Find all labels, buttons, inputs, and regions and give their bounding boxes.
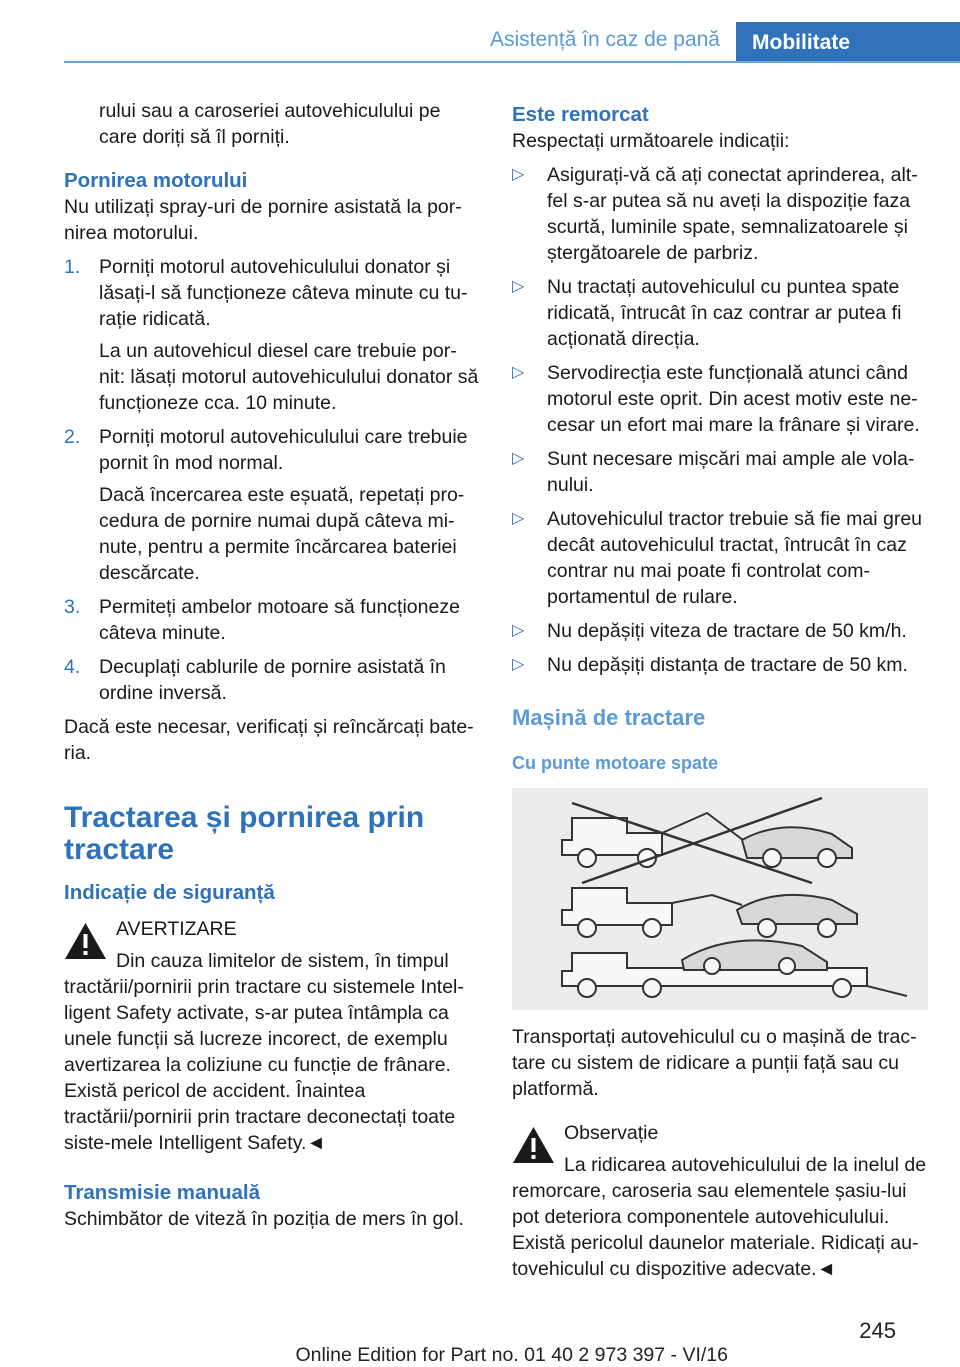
edition-line: Online Edition for Part no. 01 40 2 973 397 - VI/16 <box>295 1344 728 1366</box>
note-box <box>512 1120 928 1282</box>
towing-illustration <box>512 788 928 1010</box>
continued-text: rului sau a caroseriei autovehiculului pe care doriți să îl porniți. <box>99 100 441 148</box>
note-text: La ridicarea autovehiculului de la inelul de remorcare, caroseria sau elementele șasiu‐lui pot deteriora componentele autovehiculului. Există pericolul daunelor materiale. Ridicați au‐tovehiculul cu dispozitive adecvate.◄ <box>512 1154 927 1280</box>
warning-icon <box>64 922 107 960</box>
warning-box <box>64 916 480 1156</box>
left-column <box>64 98 480 1232</box>
bullet-triangle-icon: ▷ <box>512 278 525 295</box>
header-rule <box>64 61 960 63</box>
list-item <box>512 162 928 266</box>
list-item <box>512 652 928 678</box>
tow-trucks-drawing <box>512 788 928 1010</box>
manual-text: Schimbător de viteză în poziția de mers în gol. <box>64 1208 464 1230</box>
towed-bullets <box>512 162 928 678</box>
manual-heading: Transmisie manuală <box>64 1181 260 1204</box>
list-item <box>512 618 928 644</box>
list-item <box>512 274 928 352</box>
step-number: 4. <box>64 656 81 678</box>
start-steps-list <box>64 254 480 706</box>
list-item <box>64 654 480 706</box>
bullet-text: Nu tractați autovehiculul cu puntea spate ridicată, întrucât în caz contrar ar putea fi acționată direcția. <box>547 276 902 350</box>
page-header <box>0 0 960 64</box>
bullet-triangle-icon: ▷ <box>512 450 525 467</box>
bullet-triangle-icon: ▷ <box>512 364 525 381</box>
tow-heading: Tractarea și pornirea prin tractare <box>64 801 425 866</box>
rear-drive-heading: Cu punte motoare spate <box>512 753 719 773</box>
step-number: 3. <box>64 596 81 618</box>
bullet-triangle-icon: ▷ <box>512 510 525 527</box>
list-item <box>512 506 928 610</box>
page-number: 245 <box>859 1318 896 1343</box>
tow-vehicle-heading: Mașină de tractare <box>512 705 706 730</box>
note-label: Observație <box>564 1122 659 1144</box>
warning-text: Din cauza limitelor de sistem, în timpul tractării/pornirii prin tractare cu sistemele Intel‐ligent Safety activate, s-ar putea întâmpla ca unele funcții să lucreze incorect, de exemplu avertizarea la coliziune cu funcție de frânare. Există pericol de accident. Înaintea tractării/pornirii prin tractare deconectați toate siste‐mele Intelligent Safety.◄ <box>64 950 464 1154</box>
step-subtext: Dacă încercarea este eșuată, repetați pro‐cedura de pornire numai după câteva mi‐nute, pentru a permite încărcarea bateriei descărcate. <box>99 484 465 584</box>
bullet-text: Sunt necesare mișcări mai ample ale vola‐nului. <box>547 448 915 496</box>
bullet-triangle-icon: ▷ <box>512 622 525 639</box>
bullet-triangle-icon: ▷ <box>512 166 525 183</box>
list-item <box>512 360 928 438</box>
step-number: 2. <box>64 426 81 448</box>
step-subtext: La un autovehicul diesel care trebuie por‐nit: lăsați motorul autovehiculului donator să funcționeze cca. 10 minute. <box>99 340 479 414</box>
list-item <box>512 446 928 498</box>
warning-label: AVERTIZARE <box>116 918 237 940</box>
towed-heading: Este remorcat <box>512 103 649 126</box>
step-text: Porniți motorul autovehiculului donator și lăsați-l să funcționeze câteva minute cu tu‐rație ridicată. <box>99 256 468 330</box>
towed-intro: Respectați următoarele indicații: <box>512 130 790 152</box>
step-text: Permiteți ambelor motoare să funcționeze câteva minute. <box>99 596 460 644</box>
bullet-text: Servodirecția este funcțională atunci când motorul este oprit. Din acest motiv este ne‐cesar un efort mai mare la frânare și virare. <box>547 362 920 436</box>
start-engine-intro: Nu utilizați spray-uri de pornire asistată la por‐nirea motorului. <box>64 196 462 244</box>
bullet-text: Nu depășiți viteza de tractare de 50 km/h. <box>547 620 907 642</box>
start-engine-heading: Pornirea motorului <box>64 169 248 192</box>
step-text: Decuplați cablurile de pornire asistată în ordine inversă. <box>99 656 446 704</box>
step-text: Porniți motorul autovehiculului care trebuie pornit în mod normal. <box>99 426 468 474</box>
bullet-text: Asigurați-vă că ați conectat aprinderea, alt‐fel s-ar putea să nu aveți la dispoziție faza scurtă, luminile spate, semnalizatoarele și ștergătoarele de parbriz. <box>547 164 918 264</box>
step-number: 1. <box>64 256 81 278</box>
safety-heading: Indicație de siguranță <box>64 881 275 904</box>
bullet-text: Nu depășiți distanța de tractare de 50 km. <box>547 654 908 676</box>
warning-icon <box>512 1126 555 1164</box>
section-title: Asistență în caz de pană <box>490 28 720 51</box>
after-steps-text: Dacă este necesar, verificați și reîncărcați bate‐ria. <box>64 716 474 764</box>
figure-caption: Transportați autovehiculul cu o mașină de trac‐tare cu sistem de ridicare a punții față sau cu platformă. <box>512 1026 917 1100</box>
list-item <box>64 254 480 416</box>
chapter-tab: Mobilitate <box>736 22 960 63</box>
list-item <box>64 594 480 646</box>
list-item <box>64 424 480 586</box>
bullet-text: Autovehiculul tractor trebuie să fie mai greu decât autovehiculul tractat, întrucât în caz contrar nu mai poate fi controlat com‐portamentul de rulare. <box>547 508 923 608</box>
bullet-triangle-icon: ▷ <box>512 656 525 673</box>
right-column <box>512 98 928 1282</box>
